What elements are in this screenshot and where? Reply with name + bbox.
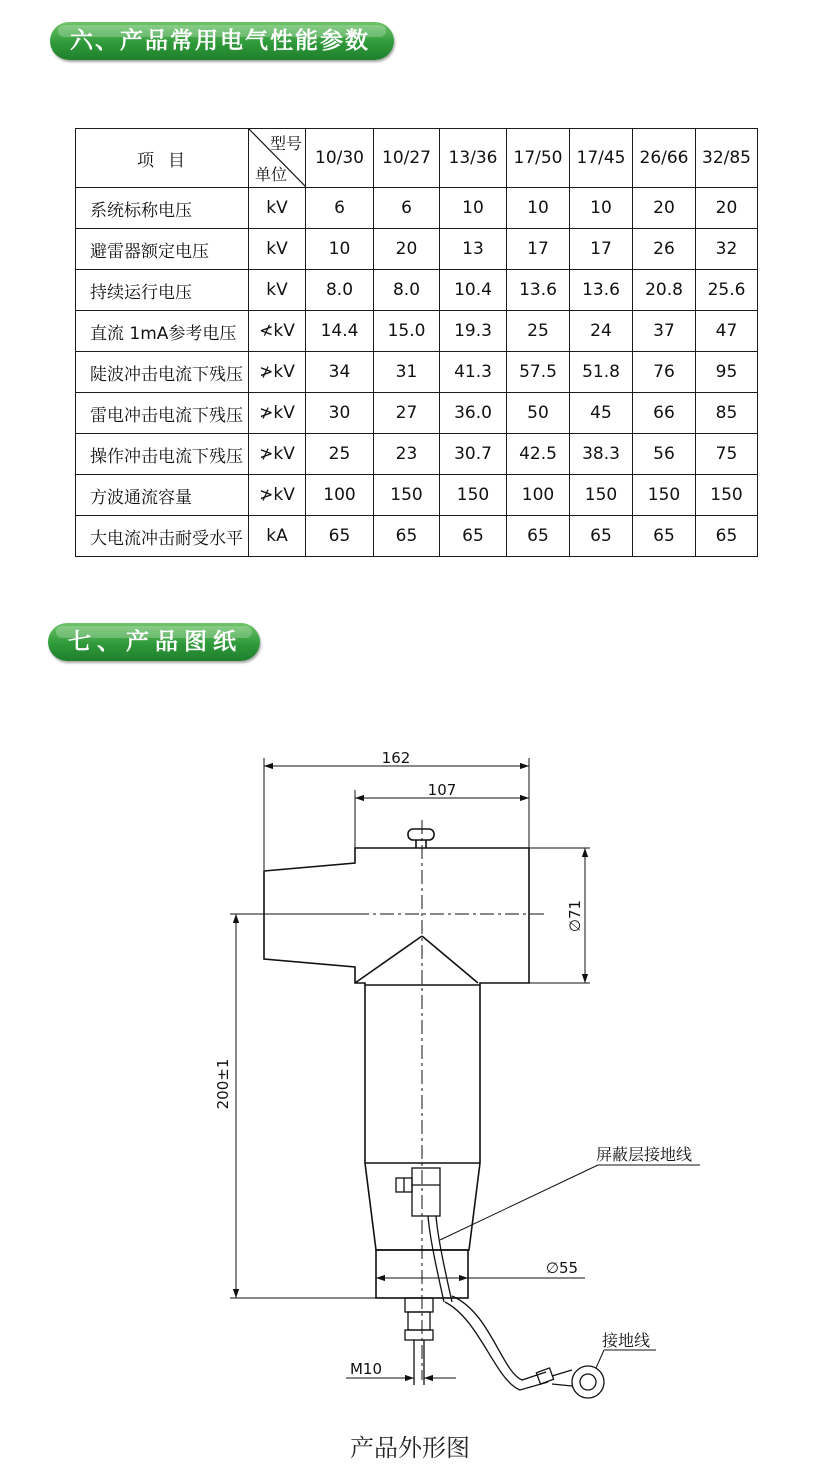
row-item-label: 直流 1mA参考电压 bbox=[76, 311, 249, 352]
row-value: 45 bbox=[570, 393, 633, 434]
row-value: 85 bbox=[696, 393, 758, 434]
row-value: 10 bbox=[306, 229, 374, 270]
electrical-parameters-table bbox=[75, 128, 758, 557]
row-item-label: 系统标称电压 bbox=[76, 188, 249, 229]
top-cap-nub bbox=[408, 829, 434, 848]
row-value: 65 bbox=[696, 516, 758, 557]
row-value: 26 bbox=[633, 229, 696, 270]
t-head-body bbox=[264, 848, 590, 985]
table-row bbox=[76, 434, 758, 475]
dim-71-label: ∅71 bbox=[566, 899, 584, 933]
row-value: 30 bbox=[306, 393, 374, 434]
dim-162-label: 162 bbox=[381, 749, 411, 767]
row-value: 8.0 bbox=[374, 270, 440, 311]
row-value: 20.8 bbox=[633, 270, 696, 311]
row-value: 150 bbox=[633, 475, 696, 516]
row-value: 25 bbox=[507, 311, 570, 352]
row-value: 65 bbox=[374, 516, 440, 557]
row-value: 31 bbox=[374, 352, 440, 393]
dim-107-label: 107 bbox=[427, 781, 457, 799]
ground-clamp-bolt bbox=[396, 1168, 440, 1216]
row-value: 65 bbox=[570, 516, 633, 557]
row-value: 66 bbox=[633, 393, 696, 434]
row-value: 42.5 bbox=[507, 434, 570, 475]
row-value: 75 bbox=[696, 434, 758, 475]
drawing-caption: 产品外形图 bbox=[350, 1434, 470, 1462]
row-value: 47 bbox=[696, 311, 758, 352]
row-value: 20 bbox=[633, 188, 696, 229]
dimension-diameter-71 bbox=[566, 848, 585, 983]
row-value: 150 bbox=[440, 475, 507, 516]
row-value: 30.7 bbox=[440, 434, 507, 475]
row-item-label: 大电流冲击耐受水平 bbox=[76, 516, 249, 557]
row-item-label: 方波通流容量 bbox=[76, 475, 249, 516]
row-unit: kV bbox=[249, 188, 306, 229]
row-value: 76 bbox=[633, 352, 696, 393]
dimension-107 bbox=[355, 781, 529, 848]
table-row bbox=[76, 270, 758, 311]
row-value: 25.6 bbox=[696, 270, 758, 311]
row-item-label: 陡波冲击电流下残压 bbox=[76, 352, 249, 393]
dimension-m10 bbox=[346, 1360, 456, 1378]
header-item: 项目 bbox=[76, 129, 249, 188]
product-outline-drawing bbox=[0, 700, 820, 1420]
dim-m10-label: M10 bbox=[349, 1360, 383, 1378]
row-value: 27 bbox=[374, 393, 440, 434]
bottom-stud bbox=[405, 1298, 433, 1385]
row-value: 34 bbox=[306, 352, 374, 393]
row-item-label: 持续运行电压 bbox=[76, 270, 249, 311]
dim-55-label: ∅55 bbox=[545, 1259, 579, 1277]
dimension-162 bbox=[264, 749, 529, 870]
table-header-row bbox=[76, 129, 758, 188]
row-value: 65 bbox=[306, 516, 374, 557]
row-value: 41.3 bbox=[440, 352, 507, 393]
row-value: 6 bbox=[374, 188, 440, 229]
row-unit: ≯kV bbox=[249, 475, 306, 516]
row-value: 150 bbox=[374, 475, 440, 516]
ground-cable bbox=[445, 1296, 656, 1398]
row-value: 38.3 bbox=[570, 434, 633, 475]
row-value: 50 bbox=[507, 393, 570, 434]
section-7-banner bbox=[48, 623, 260, 661]
row-value: 150 bbox=[696, 475, 758, 516]
header-model-4: 17/45 bbox=[570, 129, 633, 188]
row-value: 100 bbox=[306, 475, 374, 516]
row-value: 13.6 bbox=[570, 270, 633, 311]
row-value: 150 bbox=[570, 475, 633, 516]
dim-200-label: 200±1 bbox=[214, 1058, 232, 1110]
row-item-label: 操作冲击电流下残压 bbox=[76, 434, 249, 475]
table-row bbox=[76, 393, 758, 434]
row-unit: ≯kV bbox=[249, 352, 306, 393]
header-model-unit bbox=[249, 129, 306, 188]
row-unit: ≮kV bbox=[249, 311, 306, 352]
label-ground-wire: 接地线 bbox=[602, 1331, 651, 1350]
row-value: 65 bbox=[633, 516, 696, 557]
row-value: 24 bbox=[570, 311, 633, 352]
section-7-title: 七、产品图纸 bbox=[68, 629, 242, 655]
row-value: 25 bbox=[306, 434, 374, 475]
header-model: 型号 bbox=[269, 134, 302, 153]
row-value: 36.0 bbox=[440, 393, 507, 434]
row-value: 51.8 bbox=[570, 352, 633, 393]
table-row bbox=[76, 188, 758, 229]
row-value: 17 bbox=[570, 229, 633, 270]
row-value: 10.4 bbox=[440, 270, 507, 311]
header-unit: 单位 bbox=[255, 165, 288, 184]
row-unit: kA bbox=[249, 516, 306, 557]
section-6-title: 六、产品常用电气性能参数 bbox=[70, 28, 370, 54]
row-value: 10 bbox=[570, 188, 633, 229]
row-value: 20 bbox=[696, 188, 758, 229]
header-model-0: 10/30 bbox=[306, 129, 374, 188]
row-value: 56 bbox=[633, 434, 696, 475]
row-value: 23 bbox=[374, 434, 440, 475]
header-model-1: 10/27 bbox=[374, 129, 440, 188]
row-value: 37 bbox=[633, 311, 696, 352]
row-value: 65 bbox=[440, 516, 507, 557]
row-value: 10 bbox=[440, 188, 507, 229]
row-value: 6 bbox=[306, 188, 374, 229]
row-unit: kV bbox=[249, 270, 306, 311]
centerlines bbox=[230, 820, 545, 1380]
row-value: 15.0 bbox=[374, 311, 440, 352]
label-shield-ground-wire: 屏蔽层接地线 bbox=[596, 1145, 693, 1164]
section-6-banner bbox=[50, 22, 394, 60]
row-item-label: 雷电冲击电流下残压 bbox=[76, 393, 249, 434]
table-row bbox=[76, 311, 758, 352]
row-value: 65 bbox=[507, 516, 570, 557]
header-model-2: 13/36 bbox=[440, 129, 507, 188]
row-value: 8.0 bbox=[306, 270, 374, 311]
row-value: 14.4 bbox=[306, 311, 374, 352]
table-row bbox=[76, 352, 758, 393]
row-value: 100 bbox=[507, 475, 570, 516]
header-model-6: 32/85 bbox=[696, 129, 758, 188]
row-value: 32 bbox=[696, 229, 758, 270]
table-row bbox=[76, 475, 758, 516]
row-unit: ≯kV bbox=[249, 434, 306, 475]
table-row bbox=[76, 516, 758, 557]
dimension-200 bbox=[214, 914, 376, 1298]
row-unit: ≯kV bbox=[249, 393, 306, 434]
header-model-3: 17/50 bbox=[507, 129, 570, 188]
dimension-diameter-55 bbox=[376, 1259, 585, 1278]
row-unit: kV bbox=[249, 229, 306, 270]
header-model-5: 26/66 bbox=[633, 129, 696, 188]
row-value: 95 bbox=[696, 352, 758, 393]
row-value: 19.3 bbox=[440, 311, 507, 352]
table-row bbox=[76, 229, 758, 270]
row-value: 17 bbox=[507, 229, 570, 270]
row-value: 57.5 bbox=[507, 352, 570, 393]
row-value: 13 bbox=[440, 229, 507, 270]
row-value: 13.6 bbox=[507, 270, 570, 311]
row-value: 10 bbox=[507, 188, 570, 229]
row-item-label: 避雷器额定电压 bbox=[76, 229, 249, 270]
row-value: 20 bbox=[374, 229, 440, 270]
